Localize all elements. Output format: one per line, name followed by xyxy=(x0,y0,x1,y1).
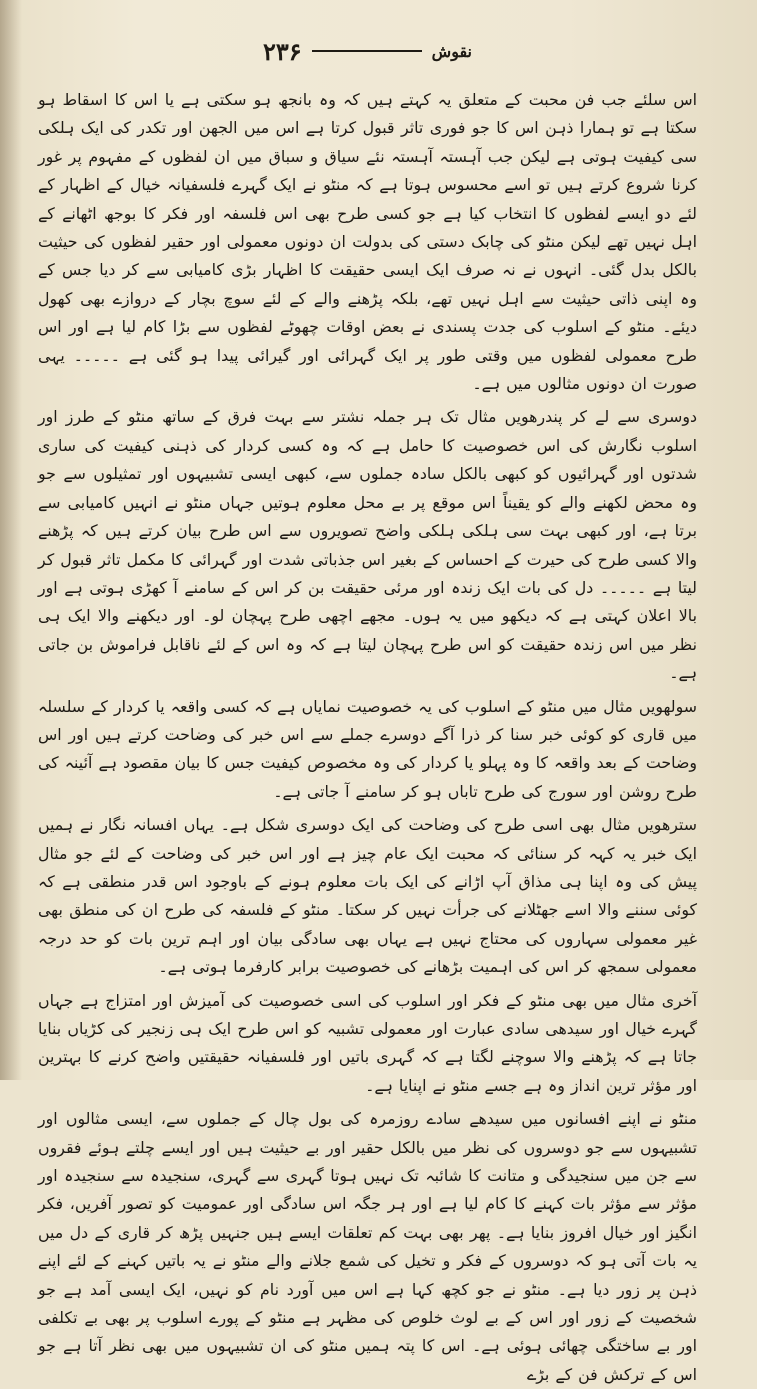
page-number: ۲۳۶ xyxy=(262,36,302,66)
paragraph-3: سولھویں مثال میں منٹو کے اسلوب کی یہ خصوصیت نمایاں ہے کہ کسی واقعہ یا کردار کے سلسلہ میں قاری کو کوئی خبر سنا کر ذرا آگے دوسرے جملے سے اس خبر کی وضاحت کرتے ہیں اور اس وضاحت کے بعد واقعہ کا وہ پہلو یا کردار کی وہ مخصوص کیفیت جس کا بیان مقصود ہے آئینہ کی طرح روشن اور سورج کی طرح تاباں ہو کر سامنے آ جاتی ہے۔ xyxy=(38,696,697,801)
paragraph-6: منٹو نے اپنے افسانوں میں سیدھے سادے روزمرہ کی بول چال کے جملوں سے، ایسی مثالوں اور تشبیہوں سے جو دوسروں کی نظر میں بالکل حقیر اور بے حیثیت ہیں اور ایسے چلتے ہوئے فقروں سے جن میں سنجیدگی و متانت کا شائبہ تک نہیں ہوتا گہری سے گہری، سنجیدہ سے سنجیدہ اور مؤثر سے مؤثر بات کہنے کا کام لیا ہے اور ہر جگہ اس سادگی اور عمومیت کو تصور آفریں، فکر انگیز اور خیال افروز بنایا ہے۔ پھر بھی بہت کم تعلقات ایسے ہیں جنہیں پڑھ کر قاری کے دل میں یہ بات آتی ہو کہ دوسروں کے فکر و تخیل کی شمع جلانے والے منٹو نے یہ باتیں کہنے کے لئے اپنے ذہن پر زور دیا ہے۔ منٹو نے جو کچھ کہا ہے اس میں آورد نام کو نہیں، ایک ایسی آمد ہے جو شخصیت کے زور اور اس کے بے لوث خلوص کی مظہر ہے منٹو کے پورے اسلوب پر بھی بے تکلفی اور بے ساختگی چھائی ہوئی ہے۔ اس کا پتہ ہمیں منٹو کی ان تشبیہوں میں بھی نظر آتا ہے جو اس کے ترکش فن کے بڑے xyxy=(38,1109,697,1384)
page-header xyxy=(38,36,697,66)
running-title: نقوش xyxy=(431,41,472,61)
paragraph-2: دوسری سے لے کر پندرھویں مثال تک ہر جملہ نشتر سے بہت فرق کے ساتھ منٹو کے طرز اور اسلوب نگارش کی اس خصوصیت کا حامل ہے کہ وہ کسی کردار کی ذہنی کیفیت کی ساری شدتوں اور گہرائیوں کو کبھی بالکل سادہ جملوں سے، کبھی ایسی تشبیہوں اور تمثیلوں سے جو وہ محض لکھنے والے کو یقیناً اس موقع پر بے محل معلوم ہوتیں جہاں منٹو نے انہیں کامیابی سے برتا ہے، اور کبھی بہت سی ہلکی ہلکی واضح تصویروں سے اس طرح بیان کرتے ہیں کہ پڑھنے والا کسی طرح کی حیرت کے احساس کے بغیر اس جذباتی شدت اور گہرائی کا مکمل تاثر قبول کر لیتا ہے ۔۔۔۔۔ دل کی بات ایک زندہ اور مرئی حقیقت بن کر اس کے سامنے آ کھڑی ہوتی ہے اور بالا اعلان کہتی ہے کہ دیکھو میں یہ ہوں۔ مجھے اچھی طرح پہچان لو۔ اور دیکھنے والا ایک ہی نظر میں اس زندہ حقیقت کو اس طرح پہچان لیتا ہے کہ وہ اس کے لئے ناقابل فراموش بن جاتی ہے۔ xyxy=(37,407,697,683)
paragraph-4: سترھویں مثال بھی اسی طرح کی وضاحت کی ایک دوسری شکل ہے۔ یہاں افسانہ نگار نے ہمیں ایک خبر یہ کہہ کر سنائی کہ محبت ایک عام چیز ہے اور اس خبر کی وضاحت کے لئے جو مثال پیش کی وہ اپنا ہی مذاق آپ اڑانے کی ایک بات معلوم ہونے کے باوجود اس قدر منطقی ہے کہ کوئی سننے والا اسے جھٹلانے کی جرأت نہیں کر سکتا۔ منٹو کے فلسفہ کی طرح ان کی منطق بھی غیر معمولی سہاروں کی محتاج نہیں ہے یہاں بھی سادگی بیان اور اہم ترین بات کو حد درجہ معمولی سمجھ کر اس کی اہمیت بڑھانے کی خصوصیت برابر کارفرما ہوتی ہے۔ xyxy=(38,815,697,977)
body-text xyxy=(38,86,697,1389)
header-rule xyxy=(312,50,422,52)
paragraph-5: آخری مثال میں بھی منٹو کے فکر اور اسلوب کی اسی خصوصیت کی آمیزش اور امتزاج ہے جہاں گہرے خیال اور سیدھی سادی عبارت اور معمولی تشبیہ کو اس طرح ایک ہی زنجیر کی کڑیاں بنایا جاتا ہے کہ پڑھنے والا سوچنے لگتا ہے کہ گہری باتیں اور فلسفیانہ حقیقتیں واضح کرنے کا بہترین اور مؤثر ترین انداز وہ ہے جسے منٹو نے اپنایا ہے۔ xyxy=(38,990,697,1095)
paragraph-1: اس سلئے جب فن محبت کے متعلق یہ کہتے ہیں کہ وہ بانجھ ہو سکتی ہے یا اس کا اسقاط ہو سکتا ہے تو ہمارا ذہن اس کا جو فوری تاثر قبول کرتا ہے اس میں الجھن اور تکدر کی ایک ہلکی سی کیفیت ہوتی ہے لیکن جب آہستہ آہستہ نئے سیاق و سباق میں ان لفظوں کے مفہوم پر غور کرنا شروع کرتے ہیں تو اسے محسوس ہوتا ہے کہ منٹو نے ایک گہرے فلسفیانہ خیال کے اظہار کے لئے دو ایسے لفظوں کا انتخاب کیا ہے جو کسی طرح بھی اس فلسفہ اور فکر کا بوجھ اٹھانے کے اہل نہیں تھے لیکن منٹو کی چابک دستی کی بدولت ان دونوں معمولی اور حقیر لفظوں کی حیثیت بالکل بدل گئی۔ انہوں نے نہ صرف ایک ایسی حقیقت کا اظہار بڑی کامیابی سے کر دیا جس کے وہ اپنی ذاتی حیثیت سے اہل نہیں تھے، بلکہ پڑھنے والے کے لئے سوچ بچار کے دروازے بھی کھول دیئے۔ منٹو کے اسلوب کی جدت پسندی نے بعض اوقات چھوٹے لفظوں سے بڑا کام لیا ہے اور اس طرح معمولی لفظوں میں وقتی طور پر ایک گہرائی اور گیرائی پیدا ہو گئی ہے ۔۔۔۔۔ یہی صورت ان دونوں مثالوں میں ہے۔ xyxy=(38,90,697,394)
